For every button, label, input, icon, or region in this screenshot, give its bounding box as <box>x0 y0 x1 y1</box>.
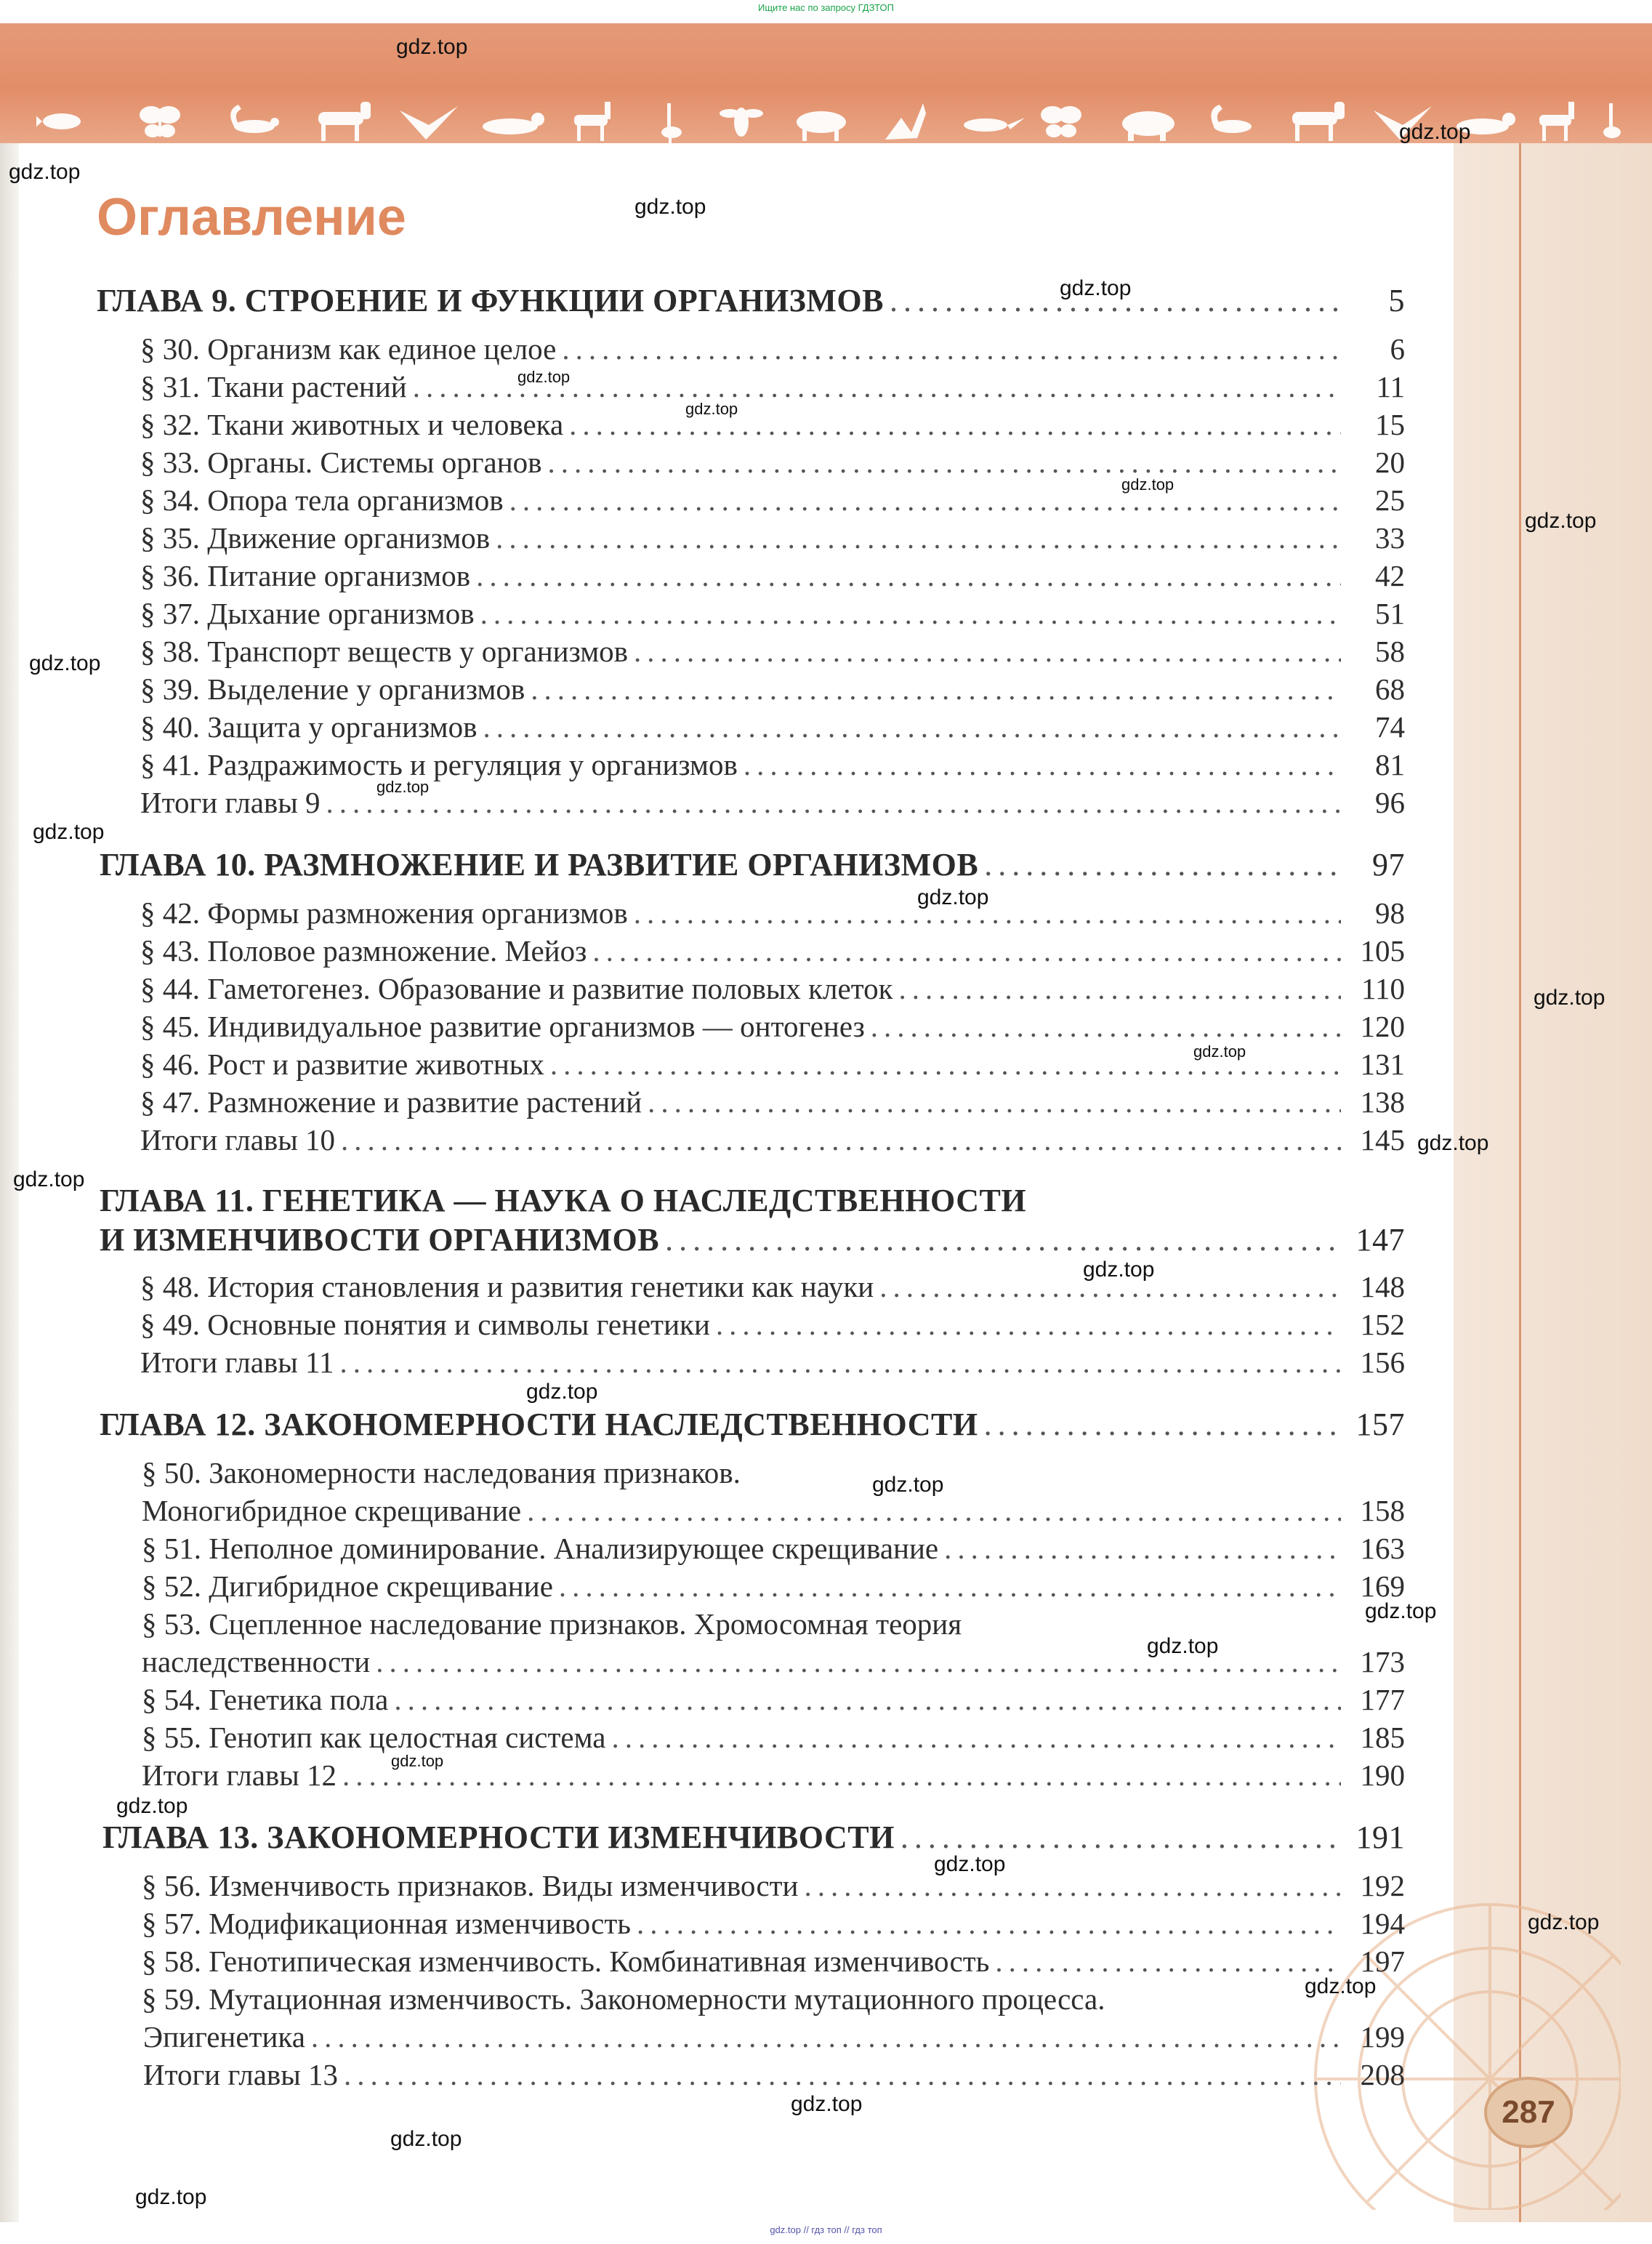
toc-label: § 52. Дигибридное скрещивание <box>142 1569 553 1603</box>
toc-page: 194 <box>1360 1907 1405 1940</box>
heron-icon <box>1603 103 1621 138</box>
toc-row[interactable] <box>140 1343 1405 1381</box>
toc-row[interactable] <box>140 970 1405 1008</box>
toc-page: 96 <box>1375 786 1405 819</box>
leader-dots <box>311 2018 1341 2056</box>
toc-label: ГЛАВА 10. РАЗМНОЖЕНИЕ И РАЗВИТИЕ ОРГАНИЗМОВ <box>100 847 979 882</box>
toc-page: 197 <box>1360 1945 1405 1978</box>
leader-dots <box>496 519 1341 557</box>
toc-label: § 59. Мутационная изменчивость. Закономерности мутационного процесса. <box>142 1982 1105 2016</box>
toc-page: 158 <box>1360 1494 1405 1527</box>
toc-label: § 45. Индивидуальное развитие организмов — онтогенез <box>140 1010 865 1043</box>
toc-label: ГЛАВА 9. СТРОЕНИЕ И ФУНКЦИИ ОРГАНИЗМОВ <box>97 283 884 318</box>
toc-label: § 34. Опора тела организмов <box>140 483 504 517</box>
toc-label: § 51. Неполное доминирование. Анализирующее скрещивание <box>142 1532 939 1565</box>
toc-page: 157 <box>1355 1407 1405 1442</box>
toc-row[interactable] <box>143 2056 1405 2094</box>
leader-dots <box>984 846 1341 884</box>
watermark: gdz.top <box>29 651 101 675</box>
toc-row[interactable] <box>140 519 1405 557</box>
toc-row[interactable] <box>140 670 1405 708</box>
toc-label: § 47. Размножение и развитие растений <box>140 1085 642 1119</box>
leader-dots <box>648 1083 1341 1121</box>
toc-row-chapter[interactable] <box>100 846 1405 884</box>
toc-page: 152 <box>1360 1308 1405 1341</box>
leader-dots <box>871 1008 1341 1045</box>
leader-dots <box>326 784 1341 821</box>
toc-page: 110 <box>1361 972 1405 1005</box>
toc-row[interactable] <box>140 1268 1405 1306</box>
toc-page: 156 <box>1360 1346 1405 1379</box>
scorpion-icon <box>1211 105 1252 133</box>
leader-dots <box>611 1718 1341 1756</box>
watermark: gdz.top <box>1305 1974 1377 1998</box>
toc-row[interactable] <box>140 746 1405 784</box>
toc-row[interactable] <box>140 368 1405 406</box>
toc-label: § 46. Рост и развитие животных <box>140 1047 544 1081</box>
leader-dots <box>805 1867 1341 1905</box>
toc-label: § 36. Питание организмов <box>140 559 471 592</box>
toc-page: 191 <box>1355 1819 1405 1855</box>
toc-row-line[interactable] <box>142 1980 1105 2018</box>
toc-page: 138 <box>1360 1085 1405 1119</box>
toc-row-line[interactable] <box>142 1605 962 1643</box>
leader-dots <box>634 632 1341 670</box>
toc-row[interactable] <box>140 632 1405 670</box>
watermark: gdz.top <box>1534 986 1605 1010</box>
toc-row[interactable] <box>140 406 1405 443</box>
leader-dots <box>480 595 1341 632</box>
toc-label: § 40. Защита у организмов <box>140 710 478 744</box>
toc-label: ГЛАВА 13. ЗАКОНОМЕРНОСТИ ИЗМЕНЧИВОСТИ <box>102 1819 895 1855</box>
toc-label: § 31. Ткани растений <box>140 370 407 403</box>
watermark: gdz.top <box>791 2092 863 2116</box>
toc-page: 15 <box>1375 408 1405 441</box>
toc-label: § 58. Генотипическая изменчивость. Комбинативная изменчивость <box>142 1945 990 1978</box>
toc-label: § 38. Транспорт веществ у организмов <box>140 635 629 668</box>
cat-icon <box>885 103 926 140</box>
toc-row[interactable] <box>140 932 1405 970</box>
watermark: gdz.top <box>1365 1599 1437 1623</box>
toc-row[interactable] <box>140 1083 1405 1121</box>
lizard-icon <box>964 118 1025 132</box>
toc-label: § 49. Основные понятия и символы генетики <box>140 1308 710 1341</box>
butterfly-icon <box>1041 106 1081 137</box>
rhino-icon <box>1122 111 1174 141</box>
leader-dots <box>900 1819 1341 1857</box>
toc-label: § 48. История становления и развития генетики как науки <box>140 1270 874 1303</box>
toc-page: 33 <box>1375 521 1405 555</box>
toc-label: Итоги главы 10 <box>140 1123 336 1157</box>
leader-dots <box>559 1567 1341 1605</box>
leader-dots <box>531 670 1341 708</box>
watermark: gdz.top <box>934 1852 1006 1876</box>
toc-label: Итоги главы 11 <box>140 1346 334 1379</box>
toc-row[interactable] <box>140 1306 1405 1343</box>
toc-page: 177 <box>1360 1683 1405 1716</box>
toc-row-chapter-line[interactable] <box>100 1182 1026 1220</box>
seal-icon <box>483 113 544 134</box>
toc-page: 68 <box>1375 672 1405 706</box>
toc-page: 173 <box>1360 1645 1405 1678</box>
toc-label: наследственности <box>142 1645 371 1678</box>
leader-dots <box>476 557 1341 595</box>
watermark: gdz.top <box>390 2127 462 2151</box>
bird-icon <box>400 106 458 140</box>
watermark: gdz.top <box>517 368 571 386</box>
toc-row[interactable] <box>142 1492 1405 1529</box>
toc-label: § 32. Ткани животных и человека <box>140 408 564 441</box>
watermark: gdz.top <box>1193 1042 1246 1061</box>
toc-label: § 39. Выделение у организмов <box>140 672 525 706</box>
watermark: gdz.top <box>526 1380 598 1404</box>
toc-row[interactable] <box>140 595 1405 632</box>
toc-row[interactable] <box>142 1905 1405 1942</box>
insect-icon <box>720 108 763 137</box>
leader-dots <box>716 1306 1341 1343</box>
toc-row-chapter[interactable] <box>100 1406 1405 1444</box>
watermark: gdz.top <box>1528 1910 1600 1934</box>
toc-label: § 35. Движение организмов <box>140 521 491 555</box>
fish-icon <box>36 112 81 131</box>
toc-row[interactable] <box>142 1718 1405 1756</box>
toc-page: 208 <box>1360 2058 1405 2091</box>
toc-row[interactable] <box>140 1121 1405 1159</box>
leader-dots <box>509 481 1341 519</box>
toc-label: § 33. Органы. Системы органов <box>140 446 542 479</box>
leader-dots <box>341 1121 1341 1159</box>
toc-row[interactable] <box>142 1681 1405 1718</box>
toc-page: 81 <box>1375 748 1405 781</box>
toc-row[interactable] <box>142 1567 1405 1605</box>
top-caption: Ищите нас по запросу ГДЗТОП <box>757 2 894 13</box>
watermark: gdz.top <box>1525 509 1597 533</box>
watermark: gdz.top <box>13 1167 85 1191</box>
boar-icon <box>797 111 846 141</box>
watermark: gdz.top <box>396 35 468 59</box>
toc-page: 74 <box>1375 710 1405 744</box>
toc-page: 98 <box>1375 896 1405 930</box>
leader-dots <box>744 746 1341 784</box>
leader-dots <box>340 1343 1341 1381</box>
leader-dots <box>344 2056 1341 2094</box>
toc-label: § 41. Раздражимость и регуляция у организмов <box>140 748 738 781</box>
toc-row[interactable] <box>142 1867 1405 1905</box>
watermark: gdz.top <box>9 160 81 184</box>
toc-page: 147 <box>1355 1222 1405 1258</box>
leader-dots <box>548 443 1341 481</box>
toc-row[interactable] <box>140 330 1405 368</box>
toc-row[interactable] <box>142 1942 1405 1980</box>
toc-label: § 54. Генетика пола <box>142 1683 389 1716</box>
toc-page: 11 <box>1376 370 1405 403</box>
toc-page: 148 <box>1360 1270 1405 1303</box>
watermark: gdz.top <box>1147 1634 1219 1658</box>
heron-icon <box>661 103 682 145</box>
watermark: gdz.top <box>1417 1131 1489 1155</box>
toc-page: 25 <box>1375 483 1405 517</box>
watermark: gdz.top <box>1121 475 1174 494</box>
leader-dots <box>592 932 1341 970</box>
toc-row-chapter[interactable] <box>97 282 1405 320</box>
deer-icon <box>1539 102 1574 141</box>
watermark: gdz.top <box>135 2185 207 2209</box>
leader-dots <box>483 708 1341 746</box>
toc-page: 192 <box>1360 1869 1405 1902</box>
leader-dots <box>899 970 1341 1008</box>
toc-row[interactable] <box>140 1008 1405 1045</box>
toc-row[interactable] <box>142 1529 1405 1567</box>
toc-label: ГЛАВА 11. ГЕНЕТИКА — НАУКА О НАСЛЕДСТВЕННОСТИ <box>100 1183 1027 1218</box>
toc-row-line[interactable] <box>142 1454 741 1492</box>
watermark: gdz.top <box>1060 276 1132 300</box>
watermark: gdz.top <box>391 1752 444 1770</box>
toc-label: § 43. Половое размножение. Мейоз <box>140 934 587 968</box>
toc-label: § 37. Дыхание организмов <box>140 597 475 630</box>
leader-dots <box>394 1681 1341 1718</box>
toc-page: 120 <box>1360 1010 1405 1043</box>
leader-dots <box>944 1529 1341 1567</box>
toc-label: § 30. Организм как единое целое <box>140 332 557 366</box>
watermark: gdz.top <box>685 400 738 418</box>
page-number-badge: 287 <box>1484 2077 1573 2148</box>
toc-label: Моногибридное скрещивание <box>142 1494 522 1527</box>
toc-label: ГЛАВА 12. ЗАКОНОМЕРНОСТИ НАСЛЕДСТВЕННОСТИ <box>100 1407 978 1442</box>
toc-label: § 42. Формы размножения организмов <box>140 896 628 930</box>
toc-row[interactable] <box>140 557 1405 595</box>
deer-icon <box>574 102 611 141</box>
toc-page: 58 <box>1375 635 1405 668</box>
toc-row[interactable] <box>140 443 1405 481</box>
watermark: gdz.top <box>917 885 989 909</box>
toc-page: 190 <box>1360 1758 1405 1792</box>
toc-row[interactable] <box>140 784 1405 821</box>
toc-row[interactable] <box>140 894 1405 932</box>
toc-page: 51 <box>1375 597 1405 630</box>
toc-page: 131 <box>1360 1047 1405 1081</box>
toc-label: § 53. Сцепленное наследование признаков. Хромосомная теория <box>142 1607 962 1641</box>
toc-page: 199 <box>1360 2020 1405 2054</box>
toc-page: 145 <box>1360 1123 1405 1157</box>
toc-row[interactable] <box>143 2018 1405 2056</box>
watermark: gdz.top <box>1083 1258 1155 1282</box>
toc-row[interactable] <box>140 481 1405 519</box>
toc-row-chapter[interactable] <box>102 1819 1405 1857</box>
toc-label: § 56. Изменчивость признаков. Виды изменчивости <box>142 1869 799 1902</box>
horse-icon <box>1292 102 1345 141</box>
bottom-caption: gdz.top // гдз топ // гдз топ <box>770 2224 882 2235</box>
toc-label: § 44. Гаметогенез. Образование и развитие половых клеток <box>140 972 893 1005</box>
leader-dots <box>984 1406 1341 1444</box>
watermark: gdz.top <box>1399 120 1471 144</box>
toc-label: Эпигенетика <box>143 2020 305 2054</box>
toc-label: Итоги главы 12 <box>142 1758 337 1792</box>
toc-page: 20 <box>1375 446 1405 479</box>
leader-dots <box>342 1756 1341 1794</box>
toc-row[interactable] <box>142 1756 1405 1794</box>
butterfly-icon <box>140 106 180 137</box>
toc-row[interactable] <box>140 708 1405 746</box>
horse-icon <box>318 102 371 141</box>
toc-page: 42 <box>1375 559 1405 592</box>
toc-row-chapter[interactable] <box>100 1221 1405 1259</box>
toc-page: 163 <box>1360 1532 1405 1565</box>
leader-dots <box>995 1942 1341 1980</box>
toc-label: Итоги главы 13 <box>143 2058 339 2091</box>
toc-label: § 57. Модификационная изменчивость <box>142 1907 631 1940</box>
leader-dots <box>562 330 1341 368</box>
watermark: gdz.top <box>634 195 706 219</box>
watermark: gdz.top <box>872 1473 944 1497</box>
animal-silhouette-row <box>36 96 1635 147</box>
leader-dots <box>665 1221 1341 1259</box>
watermark: gdz.top <box>33 820 105 844</box>
toc-page: 5 <box>1388 283 1405 318</box>
watermark: gdz.top <box>116 1794 188 1818</box>
toc-label: Итоги главы 9 <box>140 786 321 819</box>
toc-label: § 55. Генотип как целостная система <box>142 1721 606 1754</box>
watermark: gdz.top <box>376 778 430 796</box>
leader-dots <box>637 1905 1341 1942</box>
page-title: Оглавление <box>97 188 406 246</box>
toc-page: 185 <box>1360 1721 1405 1754</box>
toc-label: § 50. Закономерности наследования признаков. <box>142 1456 741 1489</box>
toc-label: И ИЗМЕНЧИВОСТИ ОРГАНИЗМОВ <box>100 1222 660 1258</box>
scorpion-icon <box>230 105 279 133</box>
toc-page: 97 <box>1372 847 1405 882</box>
toc-page: 169 <box>1360 1569 1405 1603</box>
toc-page: 6 <box>1390 332 1405 366</box>
toc-page: 105 <box>1360 934 1405 968</box>
